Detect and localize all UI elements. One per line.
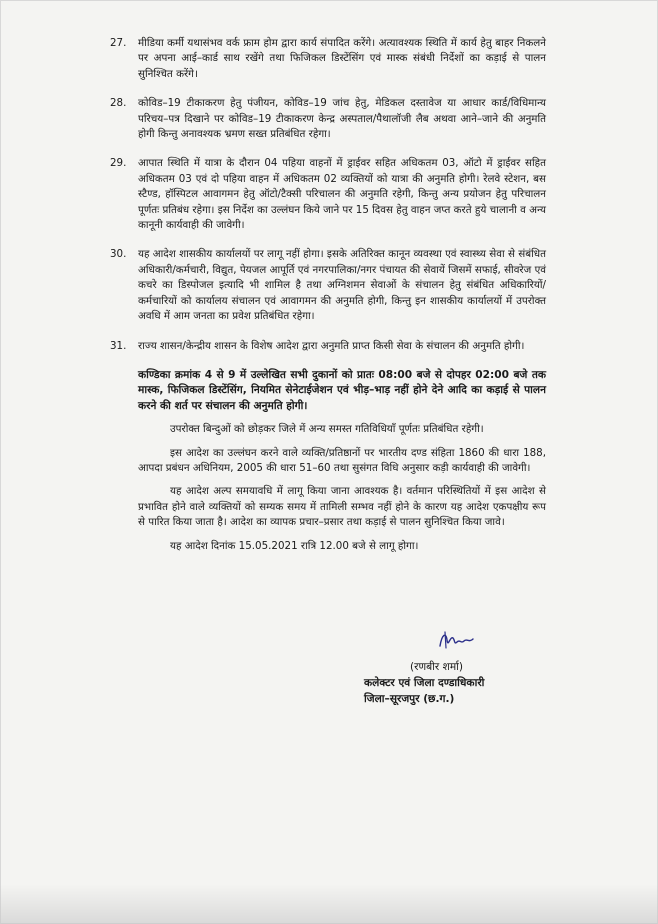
restriction-paragraph: उपरोक्त बिन्दुओं को छोड़कर जिले में अन्य समस्त गतिविधियाँ पूर्णतः प्रतिबंधित रहेगी। [170,423,484,436]
item-text: कोविड–19 टीकाकरण हेतु पंजीयन, कोविड–19 जांच हेतु, मेडिकल दस्तावेज या आधार कार्ड/विधिमान्य परिचय–पत्र दिखाने पर कोविड–19 टीकाकरण केन्द्र अस्पताल/पैथालॉजी लैब अथवा आने–जाने की अनुमति होगी किन्तु अनावश्यक भ्रमण सख्त प्रतिबंधित रहेगा। [138,97,546,141]
signatory-district: जिला–सूरजपुर (छ.ग.) [364,693,455,705]
item-text: मीडिया कर्मी यथासंभव वर्क फ्राम होम द्वारा कार्य संपादित करेंगे। अत्यावश्यक स्थिति में कार्य हेतु बाहर निकलने पर अपना आई–कार्ड साथ रखेंगे तथा फिजिकल डिस्टेंसिंग एवं मास्क संबंधी निर्देशों का कड़ाई से पालन सुनिश्चित करेंगे। [138,37,546,80]
item-text: यह आदेश शासकीय कार्यालयों पर लागू नहीं होगा। इसके अतिरिक्त कानून व्यवस्था एवं स्वास्थ्य सेवा से संबंधित अधिकारी/कर्मचारी, विद्युत, पेयजल आपूर्ति एवं नगरपालिका/नगर पंचायत की सेवायें जिसमें सफाई, सीवरेज एवं कचरे का डिस्पोजल इत्यादि भी शामिल है तथा अग्निशमन सेवाओं के संचालन हेतु संबंधित अधिकारियों/कर्मचारियों को कार्यालय संचालन एवं आवागमन की अनुमति होगी, किन्तु इन शासकीय कार्यालयों में उपरोक्त अवधि में आम जनता का प्रवेश प्रतिबंधित रहेगा। [138,248,546,323]
signatory-name: (रणबीर शर्मा) [410,661,464,673]
ex-parte-paragraph: यह आदेश अल्प समयावधि में लागू किया जाना आवश्यक है। वर्तमान परिस्थितियों में इस आदेश से प्रभावित होने वाले व्यक्तियों को सम्यक समय में तामिली सम्भव नहीं होने के कारण यह आदेश एकपक्षीय रूप से पारित किया जाता है। आदेश का व्यापक प्रचार–प्रसार तथा कड़ाई से पालन सुनिश्चित किया जावे। [138,485,546,529]
list-item-30 [110,247,546,324]
list-item-29 [110,156,546,233]
list-item-31 [110,339,546,354]
item-number: 28. [110,97,127,110]
list-item-27 [110,36,546,82]
order-body [110,36,546,554]
shop-timing-paragraph: कण्डिका क्रमांक 4 से 9 में उल्लेखित सभी दुकानों को प्रातः 08:00 बजे से दोपहर 02:00 बजे तक मास्क, फिजिकल डिस्टेंसिंग, नियमित सेनेटाईजेशन एवं भीड़–भाड़ नहीं होने देने आदि का कड़ाई से पालन करने की शर्त पर संचालन की अनुमति होगी। [138,368,546,412]
item-text: राज्य शासन/केन्द्रीय शासन के विशेष आदेश द्वारा अनुमति प्राप्त किसी सेवा के संचालन की अनुमति होगी। [138,339,525,352]
item-number: 31. [110,339,127,352]
item-number: 27. [110,37,127,49]
handwritten-signature [436,628,476,652]
page-bottom-shadow [0,884,658,924]
list-item-28 [110,96,546,142]
item-number: 29. [110,157,127,170]
effective-date-line: यह आदेश दिनांक 15.05.2021 रात्रि 12.00 बजे से लागू होगा। [170,539,419,552]
signatory-title: कलेक्टर एवं जिला दण्डाधिकारी [364,677,485,689]
item-number: 30. [110,248,127,261]
penalty-paragraph: इस आदेश का उल्लंघन करने वाले व्यक्ति/प्रतिष्ठानों पर भारतीय दण्ड संहिता 1860 की धारा 188, आपदा प्रबंधन अधिनियम, 2005 की धारा 51–60 तथा सुसंगत विधि अनुसार कड़ी कार्यवाही की जावेगी। [138,446,546,474]
item-text: आपात स्थिति में यात्रा के दौरान 04 पहिया वाहनों में ड्राईवर सहित अधिकतम 03, ऑटो में ड्राईवर सहित अधिकतम 03 एवं दो पहिया वाहन में अधिकतम 02 व्यक्तियों को यात्रा की अनुमति होगी। रेलवे स्टेशन, बस स्टैण्ड, हॉस्पिटल आवागमन हेतु ऑटो/टैक्सी परिचालन की अनुमति रहेगी, किन्तु अन्य प्रयोजन हेतु परिचालन पूर्णतः प्रतिबंध रहेगा। इस निर्देश का उल्लंघन किये जाने पर 15 दिवस हेतु वाहन जप्त करते हुये चालानी व अन्य कानूनी कार्यवाही की जावेगी। [138,157,547,232]
